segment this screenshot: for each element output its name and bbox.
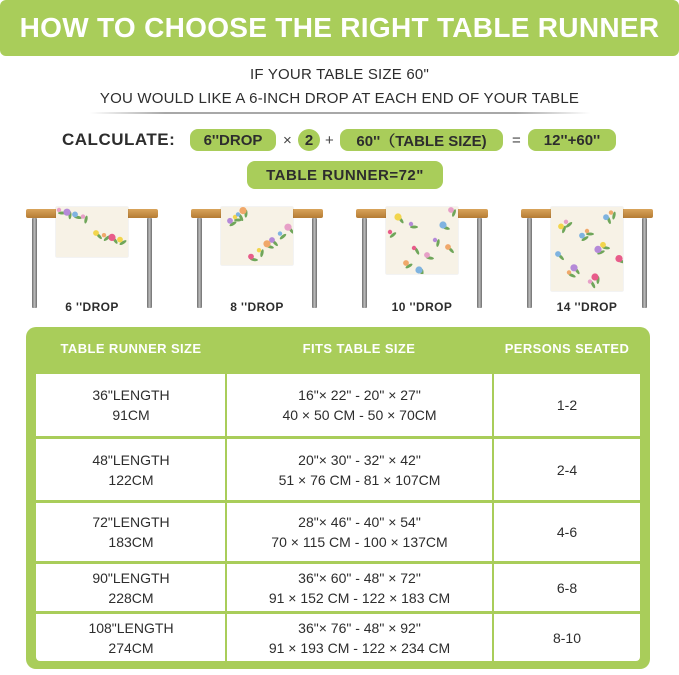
flower-motif xyxy=(558,224,564,230)
table-row xyxy=(36,374,640,436)
flower-motif xyxy=(585,229,589,233)
persons-cell: 1-2 xyxy=(556,397,578,413)
plus-sign: + xyxy=(325,132,334,149)
fits-inches: 36"× 60" - 48" × 72" xyxy=(298,569,421,586)
flower-motif xyxy=(257,248,261,252)
table-leg xyxy=(527,218,532,308)
table-leg xyxy=(32,218,37,308)
runner-size-cell xyxy=(36,564,226,611)
drop-label: 6 ''DROP xyxy=(65,300,119,314)
table-illustration xyxy=(356,205,488,315)
runner-length: 36"LENGTH xyxy=(92,387,170,403)
fits-size-cell xyxy=(227,614,492,661)
flower-motif xyxy=(415,266,422,273)
floral-pattern xyxy=(56,207,128,257)
flower-motif xyxy=(600,242,606,248)
table-leg xyxy=(197,218,202,308)
flower-motif xyxy=(603,214,609,220)
flower-motif xyxy=(117,237,123,243)
flower-motif xyxy=(579,233,585,239)
flower-motif xyxy=(239,207,246,214)
fits-cm: 40 × 50 CM - 50 × 70CM xyxy=(282,407,437,423)
floral-table-runner xyxy=(221,207,293,265)
flower-motif xyxy=(439,221,446,228)
header-runner-size: TABLE RUNNER SIZE xyxy=(60,341,202,356)
floral-table-runner xyxy=(551,207,623,291)
runner-size-cell xyxy=(36,439,226,500)
flower-motif xyxy=(594,246,601,253)
persons-cell: 8-10 xyxy=(552,629,582,646)
fits-size-cell xyxy=(227,503,492,561)
drop-label: 10 ''DROP xyxy=(391,300,453,314)
flower-motif xyxy=(102,233,106,237)
fits-cm: 91 × 152 CM - 122 × 183 CM xyxy=(268,589,451,606)
table-leg xyxy=(147,218,152,308)
runner-length: 72"LENGTH xyxy=(92,514,170,530)
flower-motif xyxy=(424,252,430,258)
flower-motif xyxy=(248,254,254,260)
flower-motif xyxy=(236,212,240,216)
floral-pattern xyxy=(551,207,623,291)
persons-cell: 2-4 xyxy=(556,461,578,478)
title-banner xyxy=(0,0,679,56)
drop-label: 14 ''DROP xyxy=(556,300,618,314)
floral-table-runner xyxy=(386,207,458,274)
fits-inches: 20"× 30" - 32" × 42" xyxy=(298,451,421,468)
size-table xyxy=(26,327,650,669)
table-size-pill: 60''（TABLE SIZE) xyxy=(340,129,503,151)
fits-cm: 91 × 193 CM - 122 × 234 CM xyxy=(268,639,451,656)
flower-motif xyxy=(81,214,85,218)
flower-motif xyxy=(433,238,437,242)
intro-line-2: YOU WOULD LIKE A 6-INCH DROP AT EACH END OF YOUR TABLE xyxy=(99,90,580,107)
runner-cm: 91CM xyxy=(112,407,150,423)
sum-pill: 12''+60'' xyxy=(528,129,616,151)
flower-motif xyxy=(403,260,409,266)
header-fits-table-size: FITS TABLE SIZE xyxy=(302,341,416,356)
fits-inches: 36"× 76" - 48" × 92" xyxy=(298,619,421,636)
runner-size-cell xyxy=(36,374,226,436)
flower-motif xyxy=(555,251,561,257)
table-row xyxy=(36,614,640,661)
runner-cm: 183CM xyxy=(108,534,154,550)
fits-size-cell xyxy=(227,564,492,611)
flower-motif xyxy=(445,244,451,250)
table-leg xyxy=(312,218,317,308)
flower-motif xyxy=(588,279,592,283)
flower-motif xyxy=(93,230,99,236)
runner-cm: 274CM xyxy=(108,639,154,656)
flower-motif xyxy=(570,264,577,271)
flower-motif xyxy=(388,230,392,234)
flower-motif xyxy=(278,231,282,235)
runner-size-cell xyxy=(36,503,226,561)
equals-sign: = xyxy=(512,132,521,149)
drop-pill: 6''DROP xyxy=(190,129,276,151)
flower-motif xyxy=(284,224,291,231)
page-title: HOW TO CHOOSE THE RIGHT TABLE RUNNER xyxy=(19,12,660,43)
runner-size-cell xyxy=(36,614,226,661)
flower-motif xyxy=(567,270,571,274)
persons-cell: 4-6 xyxy=(556,524,578,540)
flower-motif xyxy=(57,208,61,212)
flower-motif xyxy=(412,246,416,250)
persons-cell: 6-8 xyxy=(556,579,578,596)
flower-motif xyxy=(609,210,613,214)
table-illustration xyxy=(26,205,158,315)
table-leg xyxy=(642,218,647,308)
floral-pattern xyxy=(221,207,293,265)
flower-motif xyxy=(394,213,401,220)
flower-motif xyxy=(564,220,568,224)
flower-motif xyxy=(108,234,115,241)
table-row xyxy=(36,439,640,500)
flower-motif xyxy=(63,209,70,216)
table-row xyxy=(36,564,640,611)
flower-motif xyxy=(263,240,270,247)
floral-pattern xyxy=(386,207,458,274)
runner-cm: 122CM xyxy=(108,471,154,488)
fits-cm: 51 × 76 CM - 81 × 107CM xyxy=(278,471,441,488)
runner-length: 48"LENGTH xyxy=(92,451,170,468)
runner-length: 90"LENGTH xyxy=(92,569,170,586)
flower-motif xyxy=(409,222,413,226)
runner-length: 108"LENGTH xyxy=(88,619,174,636)
flower-motif xyxy=(448,207,454,213)
fits-size-cell xyxy=(227,439,492,500)
runner-cm: 228CM xyxy=(108,589,154,606)
table-illustration xyxy=(521,205,653,315)
divider xyxy=(90,112,590,114)
floral-table-runner xyxy=(56,207,128,257)
calculate-label: CALCULATE: xyxy=(62,130,176,149)
header-persons-seated: PERSONS SEATED xyxy=(504,341,630,356)
flower-motif xyxy=(615,255,622,262)
drop-label: 8 ''DROP xyxy=(230,300,284,314)
fits-size-cell xyxy=(227,374,492,436)
flower-motif xyxy=(72,212,78,218)
multiplier-pill: 2 xyxy=(298,129,320,151)
flower-motif xyxy=(591,273,598,280)
table-leg xyxy=(477,218,482,308)
fits-inches: 28"× 46" - 40" × 54" xyxy=(298,514,421,530)
times-sign: × xyxy=(283,132,292,149)
flower-motif xyxy=(227,218,233,224)
fits-cm: 70 × 115 CM - 100 × 137CM xyxy=(271,534,448,550)
table-runner-result: TABLE RUNNER=72" xyxy=(247,161,443,189)
fits-inches: 16"× 22" - 20" × 27" xyxy=(298,387,421,403)
table-illustration xyxy=(191,205,323,315)
table-row xyxy=(36,503,640,561)
intro-line-1: IF YOUR TABLE SIZE 60" xyxy=(250,66,429,83)
table-leg xyxy=(362,218,367,308)
